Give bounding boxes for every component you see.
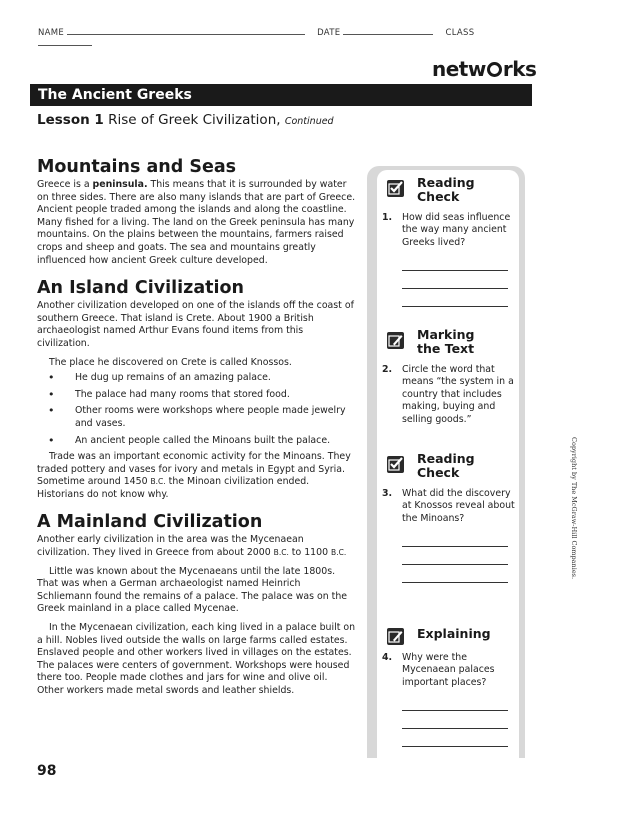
question-text: How did seas influence the way many ancient Greeks lived?: [402, 212, 511, 248]
page-number: 98: [37, 763, 57, 779]
reading-check-box-1: Reading Check 1. How did seas influence the way many ancient Greeks lived?: [382, 176, 518, 307]
continued-label: Continued: [284, 116, 334, 127]
section-heading-mountains: Mountains and Seas: [37, 157, 237, 177]
section-heading-mainland: A Mainland Civilization: [37, 512, 263, 533]
name-field[interactable]: [67, 27, 305, 35]
answer-line[interactable]: [402, 689, 508, 711]
paragraph: Little was known about the Mycenaeans until the late 1800s. That was when a German archaeologist named Heinrich Schliemann found the remains of a palace. The palace was on the Greek mainland in a place called Mycenae.: [37, 565, 348, 615]
sidebar: [367, 166, 525, 758]
pencil-icon: [387, 332, 404, 349]
class-label: CLASS: [445, 28, 475, 38]
paragraph: The place he discovered on Crete is called Knossos.: [49, 356, 292, 368]
bullet-list: [37, 372, 357, 447]
answer-line[interactable]: [402, 547, 508, 565]
question-text: Why were the Mycenaean palaces important places?: [402, 652, 495, 688]
answer-line[interactable]: [402, 249, 508, 271]
copyright-notice: Copyright by The McGraw-Hill Companies.: [570, 437, 578, 580]
answer-line[interactable]: [402, 289, 508, 307]
checkmark-icon: [387, 456, 404, 473]
lesson-number: Lesson 1: [37, 112, 104, 128]
reading-check-box-2: Reading Check 3. What did the discovery at Knossos reveal about the Minoans?: [382, 452, 518, 583]
paragraph: Greece is a peninsula. This means that it is surrounded by water on three sides. There are also many islands that are part of Greece. Ancient people traded among the islands and along the coastline. Many fished for a living. The land on the Greek peninsula has many mountains. On the plains between the mountains, farmers raised crops and sheep and goats. The sea and mountains greatly influenced how ancient Greek culture developed.: [37, 179, 356, 266]
worksheet-header: [38, 27, 528, 49]
main-text-column: [37, 157, 357, 698]
answer-line[interactable]: [402, 729, 508, 747]
answer-line[interactable]: [402, 271, 508, 289]
checkmark-icon: [387, 180, 404, 197]
paragraph: In the Mycenaean civilization, each king lived in a palace built on a hill. Nobles lived outside the walls on large farms called estates. Enslaved people and other workers lived in villages on the estates. The palaces were centers of government. Workshops were housed there too. People made clothes and jars for wine and olive oil. Other workers made metal swords and leather shields.: [37, 622, 356, 696]
pencil-icon: [387, 628, 404, 645]
lesson-heading: [37, 112, 334, 128]
answer-line[interactable]: [402, 525, 508, 547]
name-label: NAME: [38, 28, 65, 38]
paragraph: Another early civilization in the area was the Mycenaean civilization. They lived in Greece from about 2000 B.C. to 1100 B.C.: [37, 534, 347, 559]
question-text: Circle the word that means “the system in a country that includes making, buying and selling goods.”: [402, 364, 514, 425]
section-heading-island: An Island Civilization: [37, 278, 244, 299]
list-item: • An ancient people called the Minoans built the palace.: [37, 435, 357, 448]
answer-line[interactable]: [402, 711, 508, 729]
marking-text-box: Marking the Text 2. Circle the word that means “the system in a country that includes making, buying and selling goods.”: [382, 327, 514, 425]
paragraph: Trade was an important economic activity for the Minoans. They traded pottery and vases for ivory and metals in Egypt and Syria. Sometime around 1450 B.C. the Minoan civilization ended. Historians do not know why.: [37, 451, 351, 500]
sidebar-panel: [377, 170, 519, 758]
explaining-box: Explaining 4. Why were the Mycenaean palaces important places?: [382, 624, 518, 747]
gear-icon: [487, 62, 502, 77]
paragraph: Another civilization developed on one of the islands off the coast of southern Greece. That island is Crete. About 1900 a British archaeologist named Arthur Evans found items from this civilization.: [37, 300, 354, 349]
date-label: DATE: [317, 28, 341, 38]
list-item: • Other rooms were workshops where people made jewelry and vases.: [37, 405, 357, 430]
list-item: • He dug up remains of an amazing palace.: [37, 372, 357, 385]
chapter-title-bar: The Ancient Greeks: [30, 84, 532, 106]
question-text: What did the discovery at Knossos reveal about the Minoans?: [402, 488, 515, 524]
networks-logo: netw rks: [432, 57, 537, 81]
lesson-title: Rise of Greek Civilization,: [108, 112, 281, 128]
vocab-term: peninsula.: [92, 179, 148, 190]
class-field[interactable]: [38, 38, 92, 46]
date-field[interactable]: [343, 27, 433, 35]
answer-line[interactable]: [402, 565, 508, 583]
list-item: • The palace had many rooms that stored food.: [37, 389, 357, 402]
